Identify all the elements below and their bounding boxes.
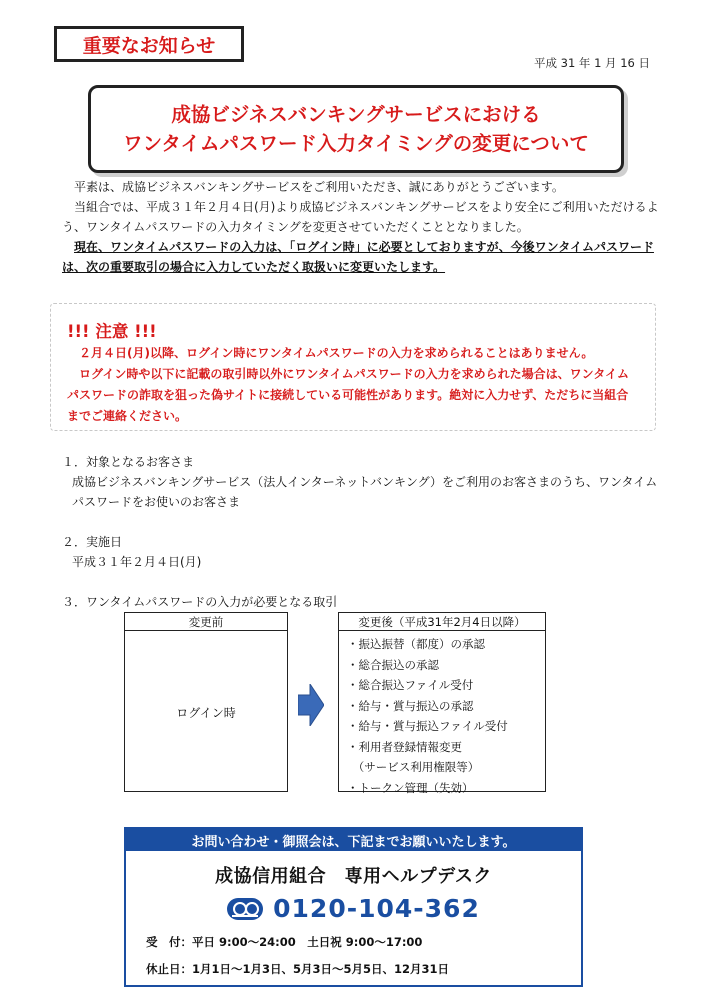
after-change-list (339, 631, 545, 798)
intro-paragraph-2: 当組合では、平成３１年２月４日(月)より成協ビジネスバンキングサービスをより安全にご利用いただけるよう、ワンタイムパスワードの入力タイミングを変更させていただくこととなりました。 (62, 200, 659, 234)
before-change-header: 変更前 (125, 613, 287, 631)
intro-paragraph-3: 現在、ワンタイムパスワードの入力は、「ログイン時」に必要としておりますが、今後ワンタイムパスワードは、次の重要取引の場合に入力していただく取扱いに変更いたします。 (62, 240, 654, 274)
after-change-item: ・給与・賞与振込の承認 (347, 698, 474, 713)
title-line-1: 成協ビジネスバンキングサービスにおける (171, 102, 541, 126)
caution-paragraph-2: ログイン時や以下に記載の取引時以外にワンタイムパスワードの入力を求められた場合は、ワンタイムパスワードの詐取を狙った偽サイトに接続している可能性があります。絶対に入力せず、ただちに当組合までご連絡ください。 (67, 367, 629, 423)
section-2 (62, 532, 662, 572)
contact-box (124, 827, 583, 987)
before-change-box (124, 612, 288, 792)
caution-paragraph-1: ２月４日(月)以降、ログイン時にワンタイムパスワードの入力を求められることはありません。 (79, 346, 594, 360)
before-change-value: ログイン時 (176, 705, 236, 720)
caution-title: !!! 注意 !!! (67, 322, 157, 341)
intro-paragraphs (62, 177, 662, 277)
after-change-item: （サービス利用権限等） (347, 760, 480, 774)
important-notice-label: 重要なお知らせ (54, 26, 244, 62)
after-change-item: ・振込振替（都度）の承認 (347, 637, 485, 651)
after-change-item: ・給与・賞与振込ファイル受付 (347, 719, 508, 733)
intro-paragraph-1: 平素は、成協ビジネスバンキングサービスをご利用いただき、誠にありがとうございます。 (74, 180, 564, 194)
after-change-item: ・総合振込ファイル受付 (347, 678, 474, 692)
notice-title-box (88, 85, 624, 173)
free-dial-icon (227, 898, 263, 920)
closed-days: 休止日：1月1日～1月3日、5月3日～5月5日、12月31日 (146, 962, 450, 976)
after-change-header: 変更後（平成31年2月4日以降） (339, 613, 545, 631)
after-change-item: ・総合振込の承認 (347, 657, 439, 672)
caution-box (50, 303, 656, 431)
notice-date: 平成 31 年 1 月 16 日 (533, 56, 650, 70)
phone-number: 0120-104-362 (273, 894, 480, 923)
section-1-heading: １．対象となるお客さま (62, 455, 195, 469)
right-arrow-icon (298, 684, 324, 726)
after-change-box (338, 612, 546, 795)
section-3-heading: ３．ワンタイムパスワードの入力が必要となる取引 (62, 595, 338, 609)
section-3 (62, 592, 662, 612)
section-2-body: 平成３１年２月４日(月) (72, 555, 202, 569)
helpdesk-name: 成協信用組合 専用ヘルプデスク (215, 866, 492, 887)
after-change-item: ・トークン管理（失効） (347, 780, 474, 795)
section-2-heading: ２．実施日 (62, 535, 123, 549)
title-line-2: ワンタイムパスワード入力タイミングの変更について (123, 132, 589, 155)
phone-row (126, 894, 581, 923)
reception-hours: 受 付：平日 9:00～24:00 土日祝 9:00～17:00 (146, 935, 423, 949)
section-1 (62, 452, 662, 512)
section-1-body: 成協ビジネスバンキングサービス（法人インターネットバンキング）をご利用のお客さまのうち、ワンタイムパスワードをお使いのお客さま (72, 475, 658, 509)
contact-heading: お問い合わせ・御照会は、下記までお願いいたします。 (126, 829, 581, 851)
after-change-item: ・利用者登録情報変更 (347, 739, 462, 754)
